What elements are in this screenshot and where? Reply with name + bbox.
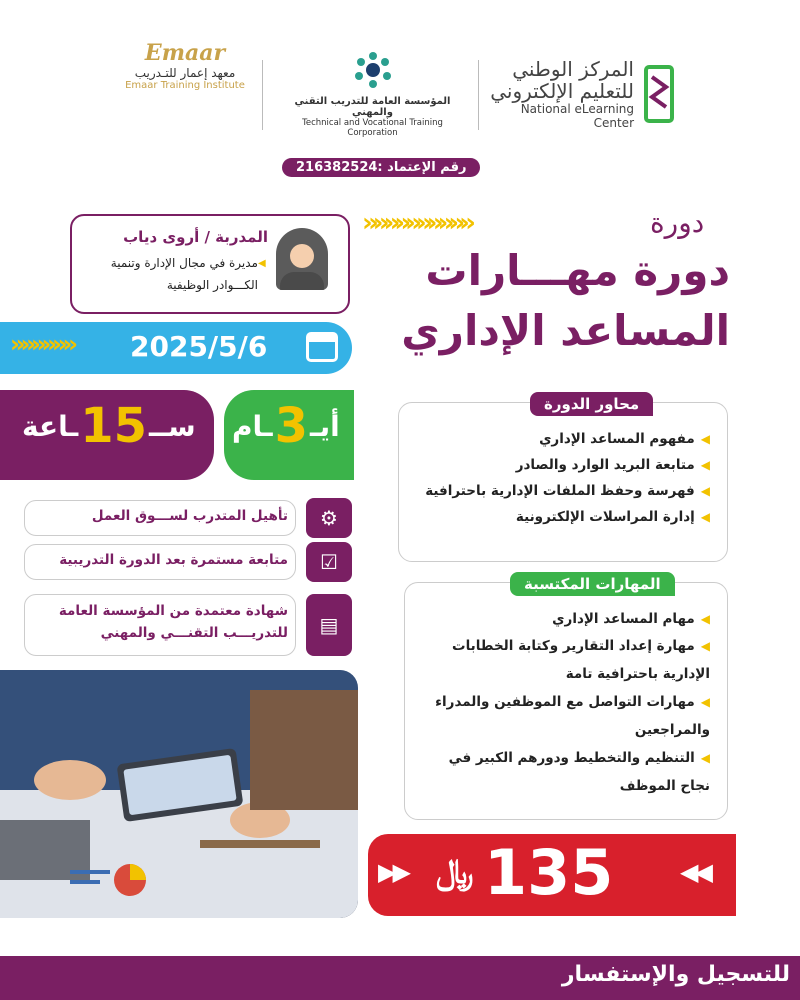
price-right-arrows: ◀◀ xyxy=(680,858,709,886)
feature-label: متابعة مستمرة بعد الدورة التدريبية xyxy=(59,552,288,568)
header-divider-2 xyxy=(478,60,479,130)
hours-pre: ســ xyxy=(149,409,196,443)
register-cta[interactable]: للتسجيل والإستفسار xyxy=(561,962,790,987)
nelc-name-ar-1: المركز الوطني xyxy=(512,57,634,81)
skills-list xyxy=(416,606,710,800)
trainer-avatar xyxy=(276,228,328,290)
list-item: ◀مهارة إعداد التقارير وكتابة الخطابات الإدارية باحترافية تامة xyxy=(452,638,710,682)
trainer-name: المدربة / أروى دياب xyxy=(123,228,268,246)
feature-label: شهادة معتمدة من المؤسسة العامة للتدريـــب التقنـــي والمهني xyxy=(58,603,288,641)
trainer-desc-2: الكـــوادر الوظيفية xyxy=(166,278,258,292)
nelc-emblem-icon xyxy=(642,63,676,125)
course-date: 2025/5/6 xyxy=(130,330,268,363)
calendar-icon xyxy=(306,332,338,362)
tvtc-name-ar: المؤسسة العامة للتدريب التقني والمهني xyxy=(294,96,451,118)
nelc-logo xyxy=(484,58,684,130)
date-chevrons: »»»»»» xyxy=(10,330,74,358)
emaar-logo-word: Emaar xyxy=(144,40,226,66)
trainer-desc-1: مديرة في مجال الإدارة وتنمية xyxy=(110,256,258,270)
feature-label: تأهيل المتدرب لســـوق العمل xyxy=(91,508,288,524)
nelc-name-ar-2: للتعليم الإلكتروني xyxy=(490,79,634,103)
days-text xyxy=(232,398,340,454)
tvtc-emblem-icon xyxy=(351,48,395,92)
tvtc-logo xyxy=(280,48,465,138)
days-post: ـام xyxy=(232,409,273,443)
hours-text xyxy=(22,398,196,454)
course-title-line1: دورة مهـــارات xyxy=(425,246,730,295)
certificate-icon: ▤ xyxy=(306,594,352,656)
followup-icon: ☑ xyxy=(306,542,352,582)
business-meeting-photo xyxy=(0,670,358,918)
list-item: ◀مهام المساعد الإداري xyxy=(552,611,710,627)
nelc-name-en: National eLearning Center xyxy=(520,102,634,130)
hours-number: 15 xyxy=(80,398,147,454)
list-item: ◀فهرسة وحفظ الملفات الإدارية باحترافية xyxy=(425,483,710,499)
axes-list xyxy=(410,426,710,530)
hours-post: ـاعة xyxy=(22,409,79,443)
tvtc-name-en: Technical and Vocational Training Corporation xyxy=(302,118,443,138)
title-chevrons: »»»»»»»»»» xyxy=(362,208,470,238)
course-label-small: دورة xyxy=(650,206,705,239)
price-left-arrows: ▶▶ xyxy=(378,858,407,886)
emaar-logo xyxy=(120,40,250,91)
skills-header: المهارات المكتسبة xyxy=(510,572,675,596)
trainer-bullet: ◀ xyxy=(258,258,266,269)
axes-header: محاور الدورة xyxy=(530,392,653,416)
emaar-name-ar: معهد إعمار للتـدريب xyxy=(134,66,236,80)
accreditation-badge: رقم الإعتماد :216382524 xyxy=(282,158,480,177)
gear-icon: ⚙ xyxy=(306,498,352,538)
list-item: ◀متابعة البريد الوارد والصادر xyxy=(515,457,710,473)
price-amount: 135 xyxy=(484,836,614,909)
list-item: ◀مهارات التواصل مع الموظفين والمدراء والمراجعين xyxy=(435,694,710,738)
days-pre: أيـ xyxy=(310,409,340,443)
list-item: ◀التنظيم والتخطيط ودورهم الكبير في نجاح الموظف xyxy=(448,750,710,794)
header-divider-1 xyxy=(262,60,263,130)
list-item: ◀مفهوم المساعد الإداري xyxy=(539,431,710,447)
list-item: ◀إدارة المراسلات الإلكترونية xyxy=(515,509,710,525)
photo-illustration xyxy=(0,670,358,918)
days-number: 3 xyxy=(274,398,309,454)
currency-symbol: ﷼ xyxy=(436,852,474,892)
course-title-line2: المساعد الإداري xyxy=(401,306,730,355)
emaar-name-en: Emaar Training Institute xyxy=(125,80,245,91)
